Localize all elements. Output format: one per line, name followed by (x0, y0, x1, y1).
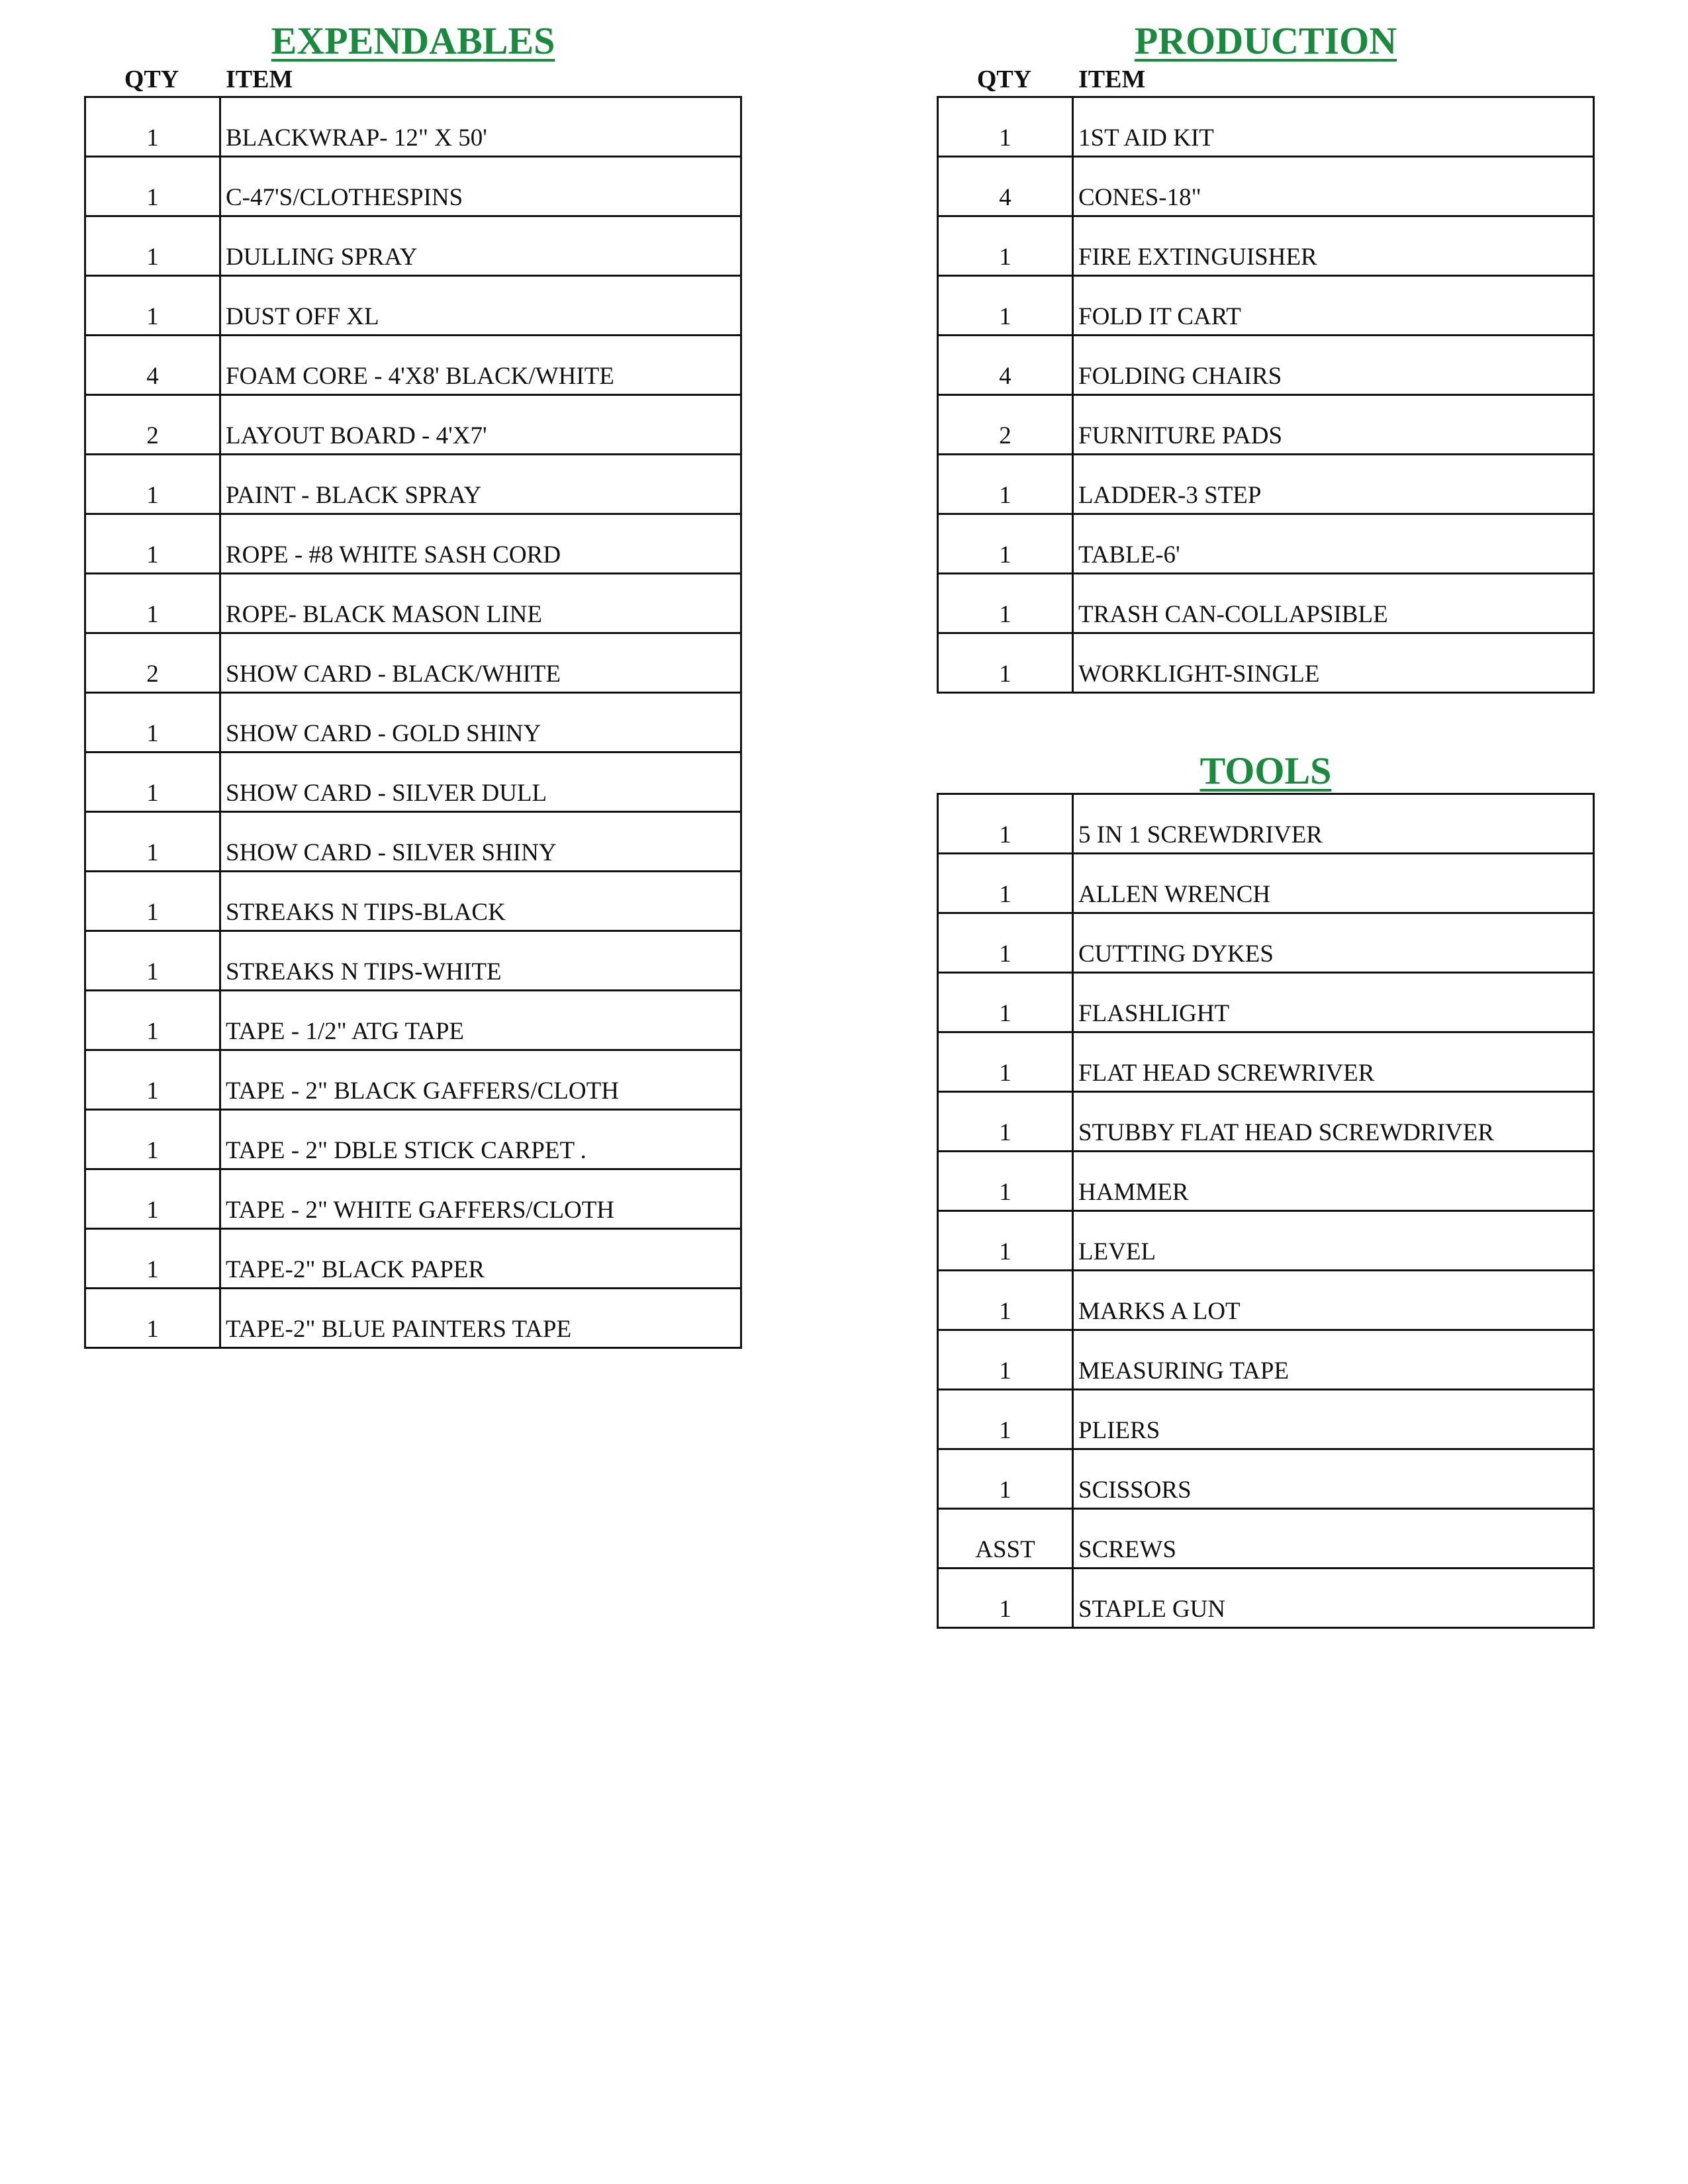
table-row (938, 1211, 1594, 1271)
qty-cell: 1 (938, 1092, 1073, 1152)
qty-cell: 1 (938, 1390, 1073, 1449)
qty-cell: 1 (85, 1050, 220, 1110)
table-row (85, 931, 741, 991)
qty-cell: 4 (938, 336, 1073, 395)
production-qty-header: QTY (976, 66, 1032, 93)
table-row (938, 97, 1594, 157)
item-cell: DULLING SPRAY (220, 216, 741, 276)
item-cell: SHOW CARD - SILVER SHINY (220, 812, 741, 872)
qty-cell: 2 (938, 395, 1073, 455)
item-cell: PLIERS (1073, 1390, 1594, 1449)
tools-title: TOOLS (1199, 749, 1332, 792)
item-cell: TAPE - 1/2" ATG TAPE (220, 991, 741, 1050)
table-row (938, 633, 1594, 693)
qty-cell: 1 (85, 157, 220, 216)
table-row (85, 216, 741, 276)
qty-cell: 1 (85, 693, 220, 752)
qty-cell: 1 (938, 633, 1073, 693)
item-cell: PAINT - BLACK SPRAY (220, 455, 741, 514)
table-row (938, 1032, 1594, 1092)
table-row (938, 1152, 1594, 1211)
item-cell: SHOW CARD - SILVER DULL (220, 752, 741, 812)
expendables-column-headers (84, 65, 742, 94)
qty-cell: 1 (85, 991, 220, 1050)
item-cell: DUST OFF XL (220, 276, 741, 336)
qty-cell: 1 (85, 276, 220, 336)
qty-cell: 1 (938, 1211, 1073, 1271)
expendables-title: EXPENDABLES (271, 19, 555, 62)
expendables-table (84, 96, 742, 1349)
expendables-qty-header: QTY (124, 66, 179, 93)
qty-cell: 1 (938, 973, 1073, 1032)
qty-cell: 1 (938, 913, 1073, 973)
table-row (938, 455, 1594, 514)
table-row (85, 97, 741, 157)
item-cell: 1ST AID KIT (1073, 97, 1594, 157)
qty-cell: 1 (85, 574, 220, 633)
qty-cell: 1 (938, 276, 1073, 336)
table-row (938, 1271, 1594, 1330)
item-cell: FOAM CORE - 4'X8' BLACK/WHITE (220, 336, 741, 395)
item-cell: FURNITURE PADS (1073, 395, 1594, 455)
qty-cell: 4 (938, 157, 1073, 216)
item-cell: C-47'S/CLOTHESPINS (220, 157, 741, 216)
item-cell: STREAKS N TIPS-WHITE (220, 931, 741, 991)
item-cell: BLACKWRAP- 12" X 50' (220, 97, 741, 157)
qty-cell: 1 (938, 1032, 1073, 1092)
item-cell: SHOW CARD - BLACK/WHITE (220, 633, 741, 693)
table-row (938, 574, 1594, 633)
item-cell: STAPLE GUN (1073, 1569, 1594, 1628)
item-cell: TAPE-2" BLUE PAINTERS TAPE (220, 1289, 741, 1348)
item-cell: SCREWS (1073, 1509, 1594, 1569)
item-cell: TAPE-2" BLACK PAPER (220, 1229, 741, 1289)
table-row (938, 216, 1594, 276)
qty-cell: 1 (938, 794, 1073, 854)
item-cell: SHOW CARD - GOLD SHINY (220, 693, 741, 752)
qty-cell: 1 (938, 854, 1073, 913)
table-row (938, 395, 1594, 455)
table-row (938, 276, 1594, 336)
table-row (938, 1092, 1594, 1152)
qty-cell: 1 (938, 1330, 1073, 1390)
qty-cell: 1 (85, 752, 220, 812)
item-cell: FOLDING CHAIRS (1073, 336, 1594, 395)
item-cell: LEVEL (1073, 1211, 1594, 1271)
expendables-item-header: ITEM (226, 66, 293, 93)
qty-cell: 1 (85, 812, 220, 872)
item-cell: LAYOUT BOARD - 4'X7' (220, 395, 741, 455)
production-item-header: ITEM (1078, 66, 1146, 93)
table-row (85, 1110, 741, 1169)
qty-cell: 1 (938, 1569, 1073, 1628)
table-row (85, 276, 741, 336)
qty-cell: 2 (85, 633, 220, 693)
item-cell: CONES-18" (1073, 157, 1594, 216)
qty-cell: 1 (938, 1449, 1073, 1509)
table-row (85, 1229, 741, 1289)
table-row (938, 1509, 1594, 1569)
table-row (938, 794, 1594, 854)
qty-cell: 4 (85, 336, 220, 395)
table-row (85, 1289, 741, 1348)
qty-cell: 1 (85, 1229, 220, 1289)
table-row (85, 1169, 741, 1229)
table-row (85, 574, 741, 633)
table-row (85, 157, 741, 216)
table-row (938, 1330, 1594, 1390)
item-cell: HAMMER (1073, 1152, 1594, 1211)
item-cell: TAPE - 2" DBLE STICK CARPET . (220, 1110, 741, 1169)
table-row (85, 693, 741, 752)
item-cell: TAPE - 2" WHITE GAFFERS/CLOTH (220, 1169, 741, 1229)
item-cell: MEASURING TAPE (1073, 1330, 1594, 1390)
table-row (938, 336, 1594, 395)
item-cell: CUTTING DYKES (1073, 913, 1594, 973)
tools-table (937, 793, 1595, 1629)
item-cell: MARKS A LOT (1073, 1271, 1594, 1330)
item-cell: TRASH CAN-COLLAPSIBLE (1073, 574, 1594, 633)
table-row (938, 514, 1594, 574)
qty-cell: 1 (85, 1169, 220, 1229)
table-row (85, 633, 741, 693)
item-cell: TABLE-6' (1073, 514, 1594, 574)
item-cell: STREAKS N TIPS-BLACK (220, 872, 741, 931)
item-cell: SCISSORS (1073, 1449, 1594, 1509)
item-cell: FLAT HEAD SCREWRIVER (1073, 1032, 1594, 1092)
table-row (85, 1050, 741, 1110)
item-cell: LADDER-3 STEP (1073, 455, 1594, 514)
table-row (938, 1449, 1594, 1509)
item-cell: 5 IN 1 SCREWDRIVER (1073, 794, 1594, 854)
table-row (85, 336, 741, 395)
item-cell: TAPE - 2" BLACK GAFFERS/CLOTH (220, 1050, 741, 1110)
qty-cell: 1 (938, 455, 1073, 514)
item-cell: ROPE - #8 WHITE SASH CORD (220, 514, 741, 574)
qty-cell: 1 (85, 97, 220, 157)
qty-cell: 1 (85, 931, 220, 991)
item-cell: ROPE- BLACK MASON LINE (220, 574, 741, 633)
qty-cell: 1 (85, 1289, 220, 1348)
qty-cell: 2 (85, 395, 220, 455)
qty-cell: 1 (938, 1271, 1073, 1330)
qty-cell: 1 (938, 97, 1073, 157)
item-cell: ALLEN WRENCH (1073, 854, 1594, 913)
qty-cell: 1 (85, 872, 220, 931)
table-row (85, 514, 741, 574)
table-row (938, 1569, 1594, 1628)
table-row (85, 872, 741, 931)
production-column-headers (937, 65, 1595, 94)
item-cell: FLASHLIGHT (1073, 973, 1594, 1032)
item-cell: FOLD IT CART (1073, 276, 1594, 336)
qty-cell: 1 (85, 514, 220, 574)
item-cell: STUBBY FLAT HEAD SCREWDRIVER (1073, 1092, 1594, 1152)
table-row (938, 157, 1594, 216)
table-row (938, 913, 1594, 973)
table-row (938, 854, 1594, 913)
table-row (85, 395, 741, 455)
qty-cell: 1 (938, 574, 1073, 633)
production-title: PRODUCTION (1134, 19, 1397, 62)
qty-cell: 1 (85, 216, 220, 276)
qty-cell: 1 (85, 1110, 220, 1169)
table-row (85, 752, 741, 812)
item-cell: WORKLIGHT-SINGLE (1073, 633, 1594, 693)
table-row (85, 812, 741, 872)
qty-cell: ASST (938, 1509, 1073, 1569)
qty-cell: 1 (938, 514, 1073, 574)
table-row (85, 991, 741, 1050)
qty-cell: 1 (85, 455, 220, 514)
table-row (938, 1390, 1594, 1449)
qty-cell: 1 (938, 1152, 1073, 1211)
qty-cell: 1 (938, 216, 1073, 276)
item-cell: FIRE EXTINGUISHER (1073, 216, 1594, 276)
production-table (937, 96, 1595, 694)
table-row (938, 973, 1594, 1032)
table-row (85, 455, 741, 514)
